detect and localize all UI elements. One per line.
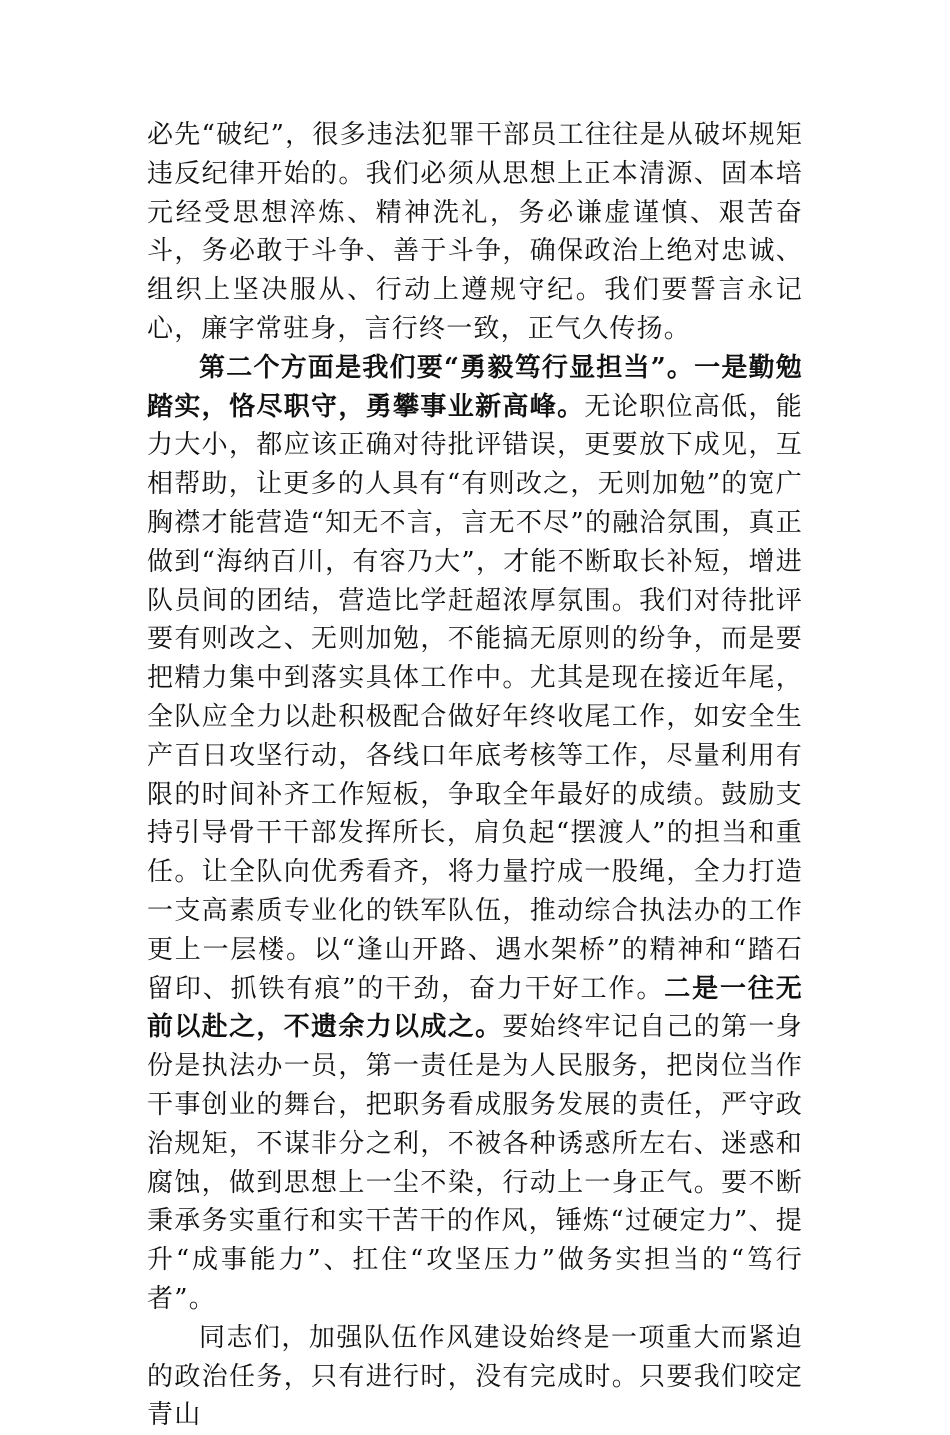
paragraph-closing [147,1319,803,1435]
paragraph-text: 要始终牢记自己的第一身份是执法办一员，第一责任是为人民服务，把岗位当作干事创业的舞台，把职务看成服务发展的责任，严守政治规矩，不谋非分之利，不被各种诱惑所左右、迷惑和腐蚀，做到思想上一尘不染，行动上一身正气。要不断秉承务实重行和实干苦干的作风，锤炼“过硬定力”、提升“成事能力”、扛住“攻坚压力”做务实担当的“笃行者”。 [147,1012,803,1314]
paragraph-text: 同志们，加强队伍作风建设始终是一项重大而紧迫的政治任务，只有进行时，没有完成时。只要我们咬定青山 [147,1322,803,1431]
paragraph-text: 无论职位高低，能力大小，都应该正确对待批评错误，更要放下成见，互相帮助，让更多的人具有“有则改之，无则加勉”的宽广胸襟才能营造“知无不言，言无不尽”的融洽氛围，真正做到“海纳百川，有容乃大”，才能不断取长补短，增进队员间的团结，营造比学赶超浓厚氛围。我们对待批评要有则改之、无则加勉，不能搞无原则的纷争，而是要把精力集中到落实具体工作中。尤其是现在接近年尾，全队应全力以赴积极配合做好年终收尾工作，如安全生产百日攻坚行动，各线口年底考核等工作，尽量利用有限的时间补齐工作短板，争取全年最好的成绩。鼓励支持引导骨干干部发挥所长，肩负起“摆渡人”的担当和重任。让全队向优秀看齐，将力量拧成一股绳，全力打造一支高素质专业化的铁军队伍，推动综合执法办的工作更上一层楼。以“逢山开路、遇水架桥”的精神和“踏石留印、抓铁有痕”的干劲，奋力干好工作。 [147,391,803,1004]
paragraph-text: 必先“破纪”，很多违法犯罪干部员工往往是从破坏规矩违反纪律开始的。我们必须从思想上正本清源、固本培元经受思想淬炼、精神洗礼，务必谦虚谨慎、艰苦奋斗，务必敢于斗争、善于斗争，确保政治上绝对忠诚、组织上坚决服从、行动上遵规守纪。我们要誓言永记心，廉字常驻身，言行终一致，正气久传扬。 [147,120,803,344]
bold-heading-text: 二是一往无前以赴之，不遗余力以成之。 [147,973,803,1043]
paragraph-second-aspect [147,349,803,1319]
document-body [147,116,803,1435]
bold-heading-text: 第二个方面是我们要“勇毅笃行显担当”。一是勤勉踏实，恪尽职守，勇攀事业新高峰。 [147,352,803,422]
paragraph-continuation [147,116,803,349]
